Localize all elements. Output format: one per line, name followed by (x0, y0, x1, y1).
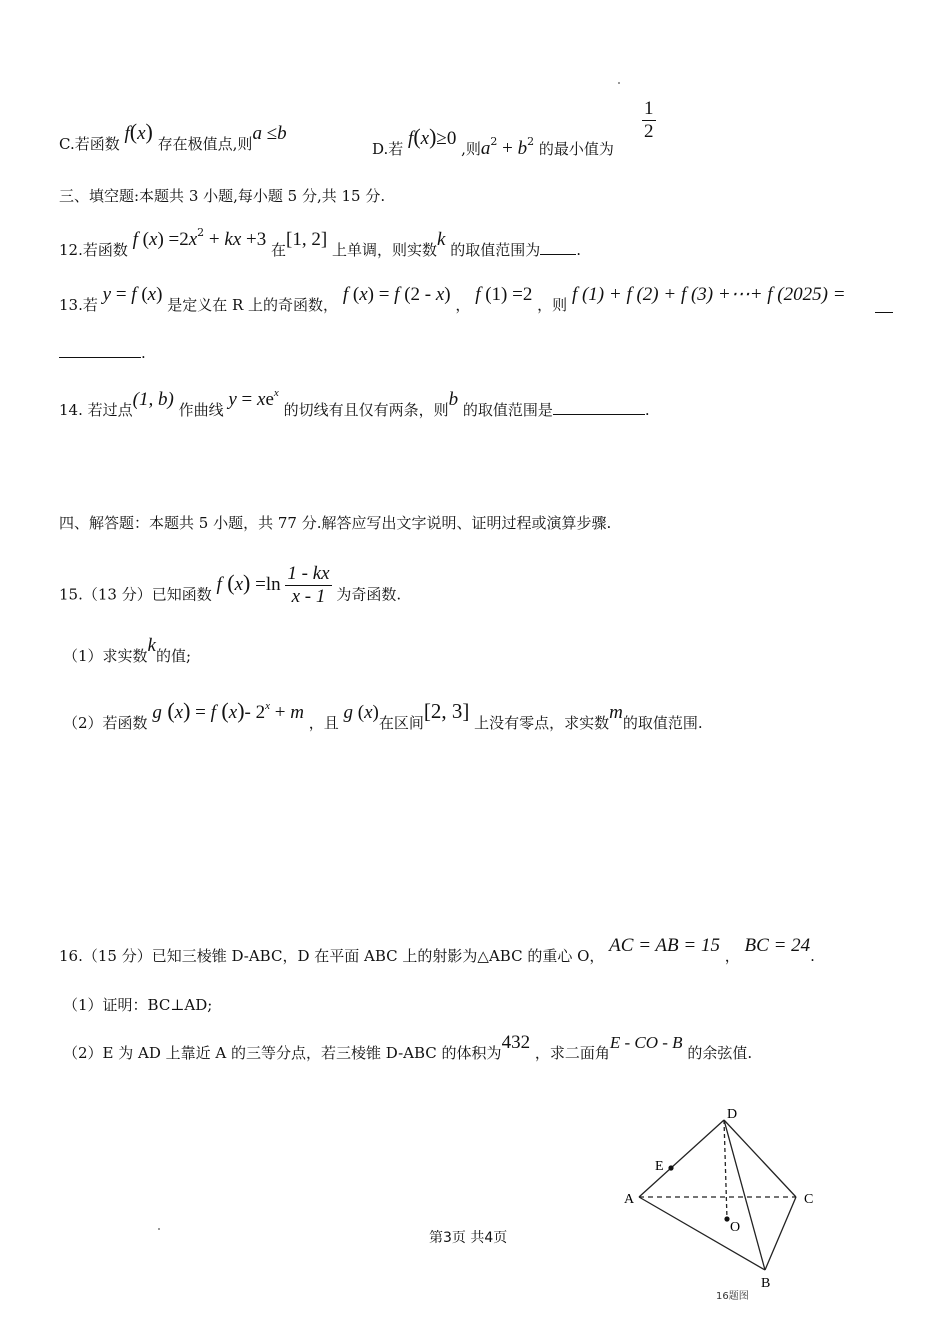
label-b: B (761, 1276, 771, 1291)
q15-fraction: $\frac{1 - kx}{x - 1}$ (287, 563, 330, 607)
q12-interval: [1, 2] (286, 229, 328, 250)
label-a: A (624, 1192, 635, 1207)
q13-answer-blank-start (875, 312, 893, 313)
edge-da (639, 1120, 724, 1197)
question-14: 14. 若过点(1, b) 作曲线 $y = xe^x$ 的切线有且仅有两条，则b 的取值范围是 . (59, 387, 650, 419)
section4-heading: 四、解答题：本题共 5 小题，共 77 分.解答应写出文字说明、证明过程或演算步骤. (59, 514, 612, 532)
q12-answer-blank (540, 240, 576, 255)
q13-answer-blank (59, 343, 141, 358)
q11-option-d: D.若 f(x)≥0 ,则$a^2 + b^2$ 的最小值为 (372, 124, 614, 159)
scan-mark (618, 82, 620, 84)
point-e (668, 1165, 673, 1170)
q16-dihedral-angle: E - CO - B (609, 1033, 683, 1052)
question-12: 12.若函数 f $(x) =2x^2$ + kx +3 在[1, 2] 上单调，则实数k 的取值范围为 . (59, 226, 581, 259)
q13-sum-expression: f (1) + f (2) + f (3) +⋯+ f (2025) = (571, 284, 846, 305)
figure-caption: 16题图 (716, 1291, 749, 1302)
edge-ab (639, 1197, 765, 1270)
q13-answer-line: . (59, 343, 146, 363)
edge-cb (765, 1197, 796, 1270)
tetrahedron-figure (610, 1100, 820, 1305)
label-d: D (727, 1107, 738, 1122)
q14-point: (1, b) (132, 389, 174, 410)
q16-condition-1: AC = AB = 15 (609, 935, 720, 956)
q11-half-fraction: $\frac{1}{2}$ (644, 98, 654, 142)
segment-do-hidden (724, 1120, 727, 1219)
page-footer: 第3页 共4页 (429, 1230, 508, 1246)
question-13: 13.若 y = f (x) 是定义在 R 上的奇函数， f (x) = f (2 - x) ， f (1) =2 ，则 f (1) + f (2) + f (3) +⋯+ f (2025) = (59, 284, 846, 314)
label-o: O (730, 1220, 741, 1235)
q16-condition-2: BC = 24 (744, 935, 811, 956)
section3-heading: 三、填空题:本题共 3 小题,每小题 5 分,共 15 分. (59, 187, 386, 205)
question-15: 15.（13 分）已知函数 f (x) =ln $\frac{1 - kx}{x - 1}$ 为奇函数. (59, 563, 402, 607)
scan-mark (158, 1228, 160, 1230)
q15-part1: （1）求实数k的值; (63, 635, 192, 665)
label-c: C (804, 1192, 814, 1207)
q15-part2: （2）若函数 g (x) = f (x)- $2^x + m$ ，且 g (x)在区间[2, 3] 上没有零点，求实数m的取值范围. (63, 698, 703, 732)
point-o (724, 1216, 729, 1221)
q16-part1: （1）证明：BC⊥AD; (63, 996, 213, 1014)
q11-option-c: C.若函数 f(x) 存在极值点,则a ≤b (59, 119, 287, 153)
label-e: E (655, 1159, 664, 1174)
q15-interval: [2, 3] (423, 699, 470, 723)
q16-part2: （2）E 为 AD 上靠近 A 的三等分点，若三棱锥 D-ABC 的体积为432 ，求二面角E - CO - B 的余弦值. (63, 1032, 753, 1062)
q16-volume: 432 (501, 1032, 531, 1053)
question-16: 16.（15 分）已知三棱锥 D-ABC，D 在平面 ABC 上的射影为△ABC 的重心 O， AC = AB = 15 ， BC = 24. (59, 935, 815, 965)
q14-answer-blank (553, 400, 645, 415)
